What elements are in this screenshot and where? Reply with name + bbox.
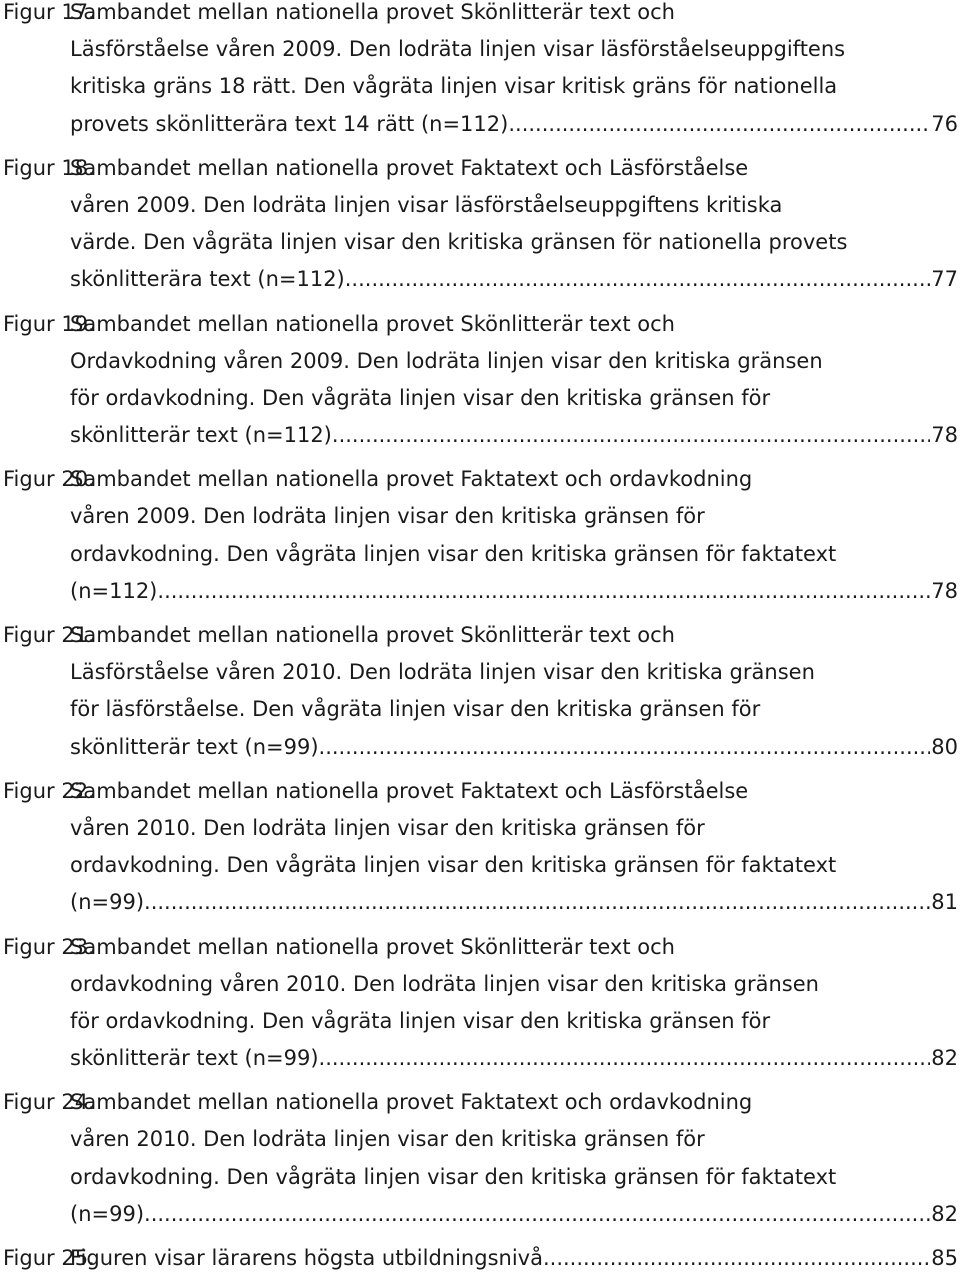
- entry-text: (n=99).: [70, 890, 151, 915]
- dot-leader: [325, 729, 930, 766]
- page-number: 78: [931, 578, 958, 603]
- toc-entry[interactable]: [3, 1240, 958, 1277]
- entry-text: skönlitterär text (n=99).: [70, 734, 326, 759]
- toc-entry[interactable]: [3, 150, 958, 299]
- entry-text: Läsförståelse våren 2010. Den lodräta linjen visar den kritiska gränsen: [70, 660, 815, 685]
- entry-text: Sambandet mellan nationella provet Skönlitterär text och: [70, 623, 675, 647]
- page-number: 77: [931, 267, 958, 292]
- entry-text: Sambandet mellan nationella provet Faktatext och Läsförståelse: [70, 778, 749, 803]
- entry-text: värde. Den vågräta linjen visar den kritiska gränsen för nationella provets: [70, 230, 848, 255]
- entry-text: Läsförståelse våren 2009. Den lodräta linjen visar läsförståelseuppgiftens: [70, 37, 846, 62]
- dot-leader: [351, 261, 930, 298]
- entry-text: ordavkodning. Den vågräta linjen visar den kritiska gränsen för faktatext: [70, 1164, 837, 1189]
- entry-text: våren 2010. Den lodräta linjen visar den kritiska gränsen för: [70, 1127, 705, 1152]
- figure-label: Figur 21.: [3, 623, 95, 647]
- toc-entry[interactable]: [3, 461, 958, 610]
- entry-text: Sambandet mellan nationella provet Faktatext och Läsförståelse: [70, 155, 749, 180]
- dot-leader: [550, 1240, 931, 1277]
- dot-leader: [151, 884, 931, 921]
- entry-text: för ordavkodning. Den vågräta linjen visar den kritiska gränsen för: [70, 385, 771, 410]
- page-number: 78: [931, 423, 958, 448]
- page-number: 82: [931, 1046, 958, 1071]
- entry-text: (n=112).: [70, 578, 165, 603]
- figure-label: Figur 22.: [3, 778, 95, 803]
- entry-text: ordavkodning våren 2010. Den lodräta linjen visar den kritiska gränsen: [70, 971, 819, 996]
- entry-text: Sambandet mellan nationella provet Skönlitterär text och: [70, 934, 675, 959]
- entry-text: våren 2009. Den lodräta linjen visar läsförståelseuppgiftens kritiska: [70, 192, 783, 217]
- entry-text: Figuren visar lärarens högsta utbildningsnivå.: [70, 1246, 550, 1270]
- entry-text: skönlitterär text (n=99).: [70, 1046, 326, 1071]
- page-number: 76: [931, 111, 958, 136]
- figure-label: Figur 19.: [3, 311, 95, 336]
- dot-leader: [515, 106, 930, 143]
- entry-text: kritiska gräns 18 rätt. Den vågräta linjen visar kritisk gräns för nationella: [70, 74, 838, 99]
- toc-entry[interactable]: [3, 306, 958, 455]
- entry-text: för ordavkodning. Den vågräta linjen visar den kritiska gränsen för: [70, 1008, 771, 1033]
- entry-text: (n=99).: [70, 1201, 151, 1226]
- figure-label: Figur 24.: [3, 1090, 95, 1115]
- dot-leader: [151, 1196, 931, 1233]
- toc-entry[interactable]: [3, 1084, 958, 1233]
- figure-label: Figur 25.: [3, 1246, 95, 1270]
- figure-label: Figur 20.: [3, 467, 95, 492]
- entry-text: ordavkodning. Den vågräta linjen visar den kritiska gränsen för faktatext: [70, 541, 837, 566]
- figure-label: Figur 18.: [3, 155, 95, 180]
- dot-leader: [339, 417, 931, 454]
- toc-entry[interactable]: [3, 617, 958, 766]
- page-number: 80: [931, 734, 958, 759]
- dot-leader: [164, 573, 930, 610]
- entry-text: Ordavkodning våren 2009. Den lodräta linjen visar den kritiska gränsen: [70, 348, 823, 373]
- entry-text: för läsförståelse. Den vågräta linjen visar den kritiska gränsen för: [70, 697, 761, 722]
- toc-entry[interactable]: [3, 929, 958, 1078]
- entry-text: våren 2010. Den lodräta linjen visar den kritiska gränsen för: [70, 815, 705, 840]
- page-number: 85: [931, 1246, 958, 1270]
- entry-text: våren 2009. Den lodräta linjen visar den kritiska gränsen för: [70, 504, 705, 529]
- page-number: 81: [931, 890, 958, 915]
- figure-list: [3, 0, 958, 1284]
- entry-text: Sambandet mellan nationella provet Skönlitterär text och: [70, 0, 675, 24]
- entry-text: Sambandet mellan nationella provet Skönlitterär text och: [70, 311, 675, 336]
- figure-label: Figur 23.: [3, 934, 95, 959]
- entry-text: provets skönlitterära text 14 rätt (n=112).: [70, 111, 516, 136]
- entry-text: Sambandet mellan nationella provet Faktatext och ordavkodning: [70, 1090, 753, 1115]
- entry-text: skönlitterära text (n=112).: [70, 267, 352, 292]
- entry-text: Sambandet mellan nationella provet Faktatext och ordavkodning: [70, 467, 753, 492]
- toc-entry[interactable]: [3, 773, 958, 922]
- entry-text: ordavkodning. Den vågräta linjen visar den kritiska gränsen för faktatext: [70, 853, 837, 878]
- page-number: 82: [931, 1201, 958, 1226]
- entry-text: skönlitterär text (n=112).: [70, 423, 339, 448]
- toc-entry[interactable]: [3, 0, 958, 143]
- figure-label: Figur 17.: [3, 0, 95, 24]
- dot-leader: [325, 1040, 930, 1077]
